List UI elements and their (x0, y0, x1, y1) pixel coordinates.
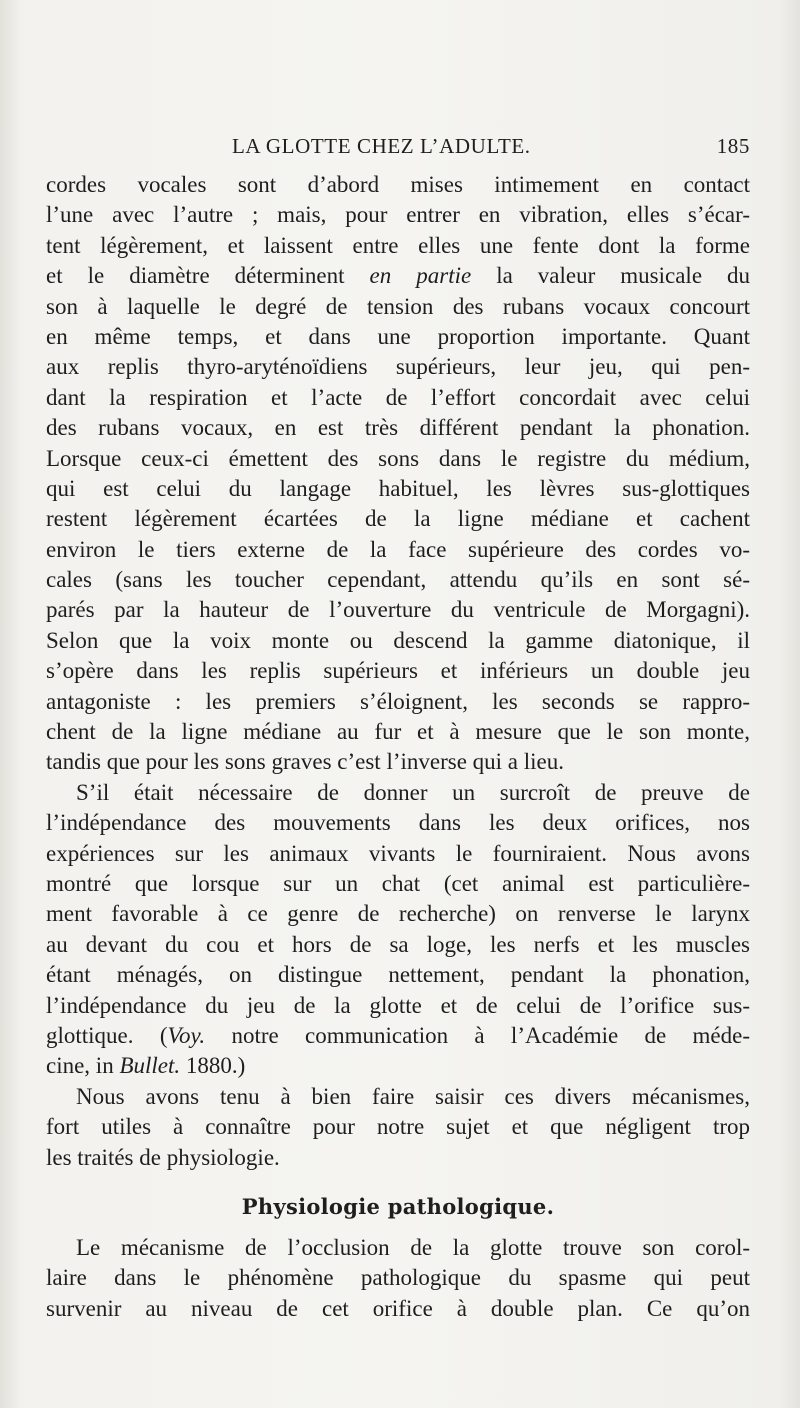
text-line: dant la respiration et l’acte de l’effort concordait avec celui (46, 384, 750, 410)
text-line: l’indépendance du jeu de la glotte et de celui de l’orifice sus- (46, 992, 750, 1018)
page-number: 185 (716, 134, 750, 158)
text-line-with-italic (46, 261, 750, 291)
text-line: ment favorable à ce genre de recherche) on renverse le larynx (46, 901, 750, 927)
text-line: survenir au niveau de cet orifice à double plan. Ce qu’on (46, 1295, 750, 1321)
text-line: cordes vocales sont d’abord mises intimement en contact (46, 172, 750, 197)
text-line: montré que lorsque sur un chat (cet animal est particulière- (46, 870, 750, 896)
running-head-title: LA GLOTTE CHEZ L’ADULTE. (232, 134, 531, 158)
text-line: étant ménagés, on distingue nettement, pendant la phonation, (46, 962, 750, 988)
section-spacer (46, 1173, 750, 1181)
text-line: Selon que la voix monte ou descend la gamme diatonique, il (46, 627, 750, 653)
text-line: S’il était nécessaire de donner un surcroît de preuve de (76, 779, 750, 805)
running-head (46, 134, 750, 160)
text-line: son à laquelle le degré de tension des rubans vocaux concourt (46, 293, 750, 319)
italic-abbreviation: Voy. (167, 1022, 206, 1048)
text-line: l’indépendance des mouvements dans les deux orifices, nos (46, 810, 750, 836)
text-line-with-italic (46, 1021, 750, 1051)
text-fragment: et le diamètre déterminent (46, 263, 345, 289)
text-line: des rubans vocaux, en est très différent pendant la phonation. (46, 415, 750, 441)
text-fragment: cine, in (46, 1053, 120, 1079)
text-line: en même temps, et dans une proportion importante. Quant (46, 323, 750, 349)
text-line: antagoniste : les premiers s’éloignent, les seconds se rappro- (46, 688, 750, 714)
body-text (46, 170, 750, 1324)
text-line: Le mécanisme de l’occlusion de la glotte trouve son corol- (76, 1234, 750, 1260)
italic-phrase: en partie (369, 263, 472, 289)
text-line: cales (sans les toucher cependant, attendu qu’ils en sont sé- (46, 567, 750, 593)
text-line: laire dans le phénomène pathologique du spasme qui peut (46, 1265, 750, 1291)
text-line: qui est celui du langage habituel, les lèvres sus-glottiques (46, 475, 750, 501)
text-line: restent légèrement écartées de la ligne médiane et cachent (46, 506, 750, 532)
text-fragment: 1880.) (180, 1053, 246, 1079)
paragraph-1 (46, 170, 750, 778)
text-fragment: notre communication à l’Académie de méde- (205, 1022, 750, 1048)
paragraph-3 (46, 1082, 750, 1173)
text-line: environ le tiers externe de la face supérieure des cordes vo- (46, 536, 750, 562)
paragraph-4 (46, 1233, 750, 1324)
text-line: expériences sur les animaux vivants le fourniraient. Nous avons (46, 840, 750, 866)
section-heading: Physiologie pathologique. (241, 1193, 555, 1219)
text-line: parés par la hauteur de l’ouverture du ventricule de Morgagni). (46, 597, 750, 623)
text-line: l’une avec l’autre ; mais, pour entrer en vibration, elles s’écar- (46, 202, 750, 228)
text-line: les traités de physiologie. (46, 1144, 280, 1170)
text-line: Lorsque ceux-ci émettent des sons dans le registre du médium, (46, 445, 750, 471)
text-line-with-italic (46, 1051, 750, 1081)
text-line: aux replis thyro-aryténoïdiens supérieurs, leur jeu, qui pen- (46, 354, 750, 380)
text-line: s’opère dans les replis supérieurs et inférieurs un double jeu (46, 658, 750, 684)
paragraph-2 (46, 778, 750, 1082)
text-line: au devant du cou et hors de sa loge, les nerfs et les muscles (46, 931, 750, 957)
text-fragment: glottique. ( (46, 1022, 168, 1048)
text-line: tent légèrement, et laissent entre elles une fente dont la forme (46, 232, 750, 258)
italic-abbreviation: Bullet. (119, 1053, 181, 1079)
text-line: Nous avons tenu à bien faire saisir ces divers mécanismes, (76, 1083, 750, 1109)
text-line: fort utiles à connaître pour notre sujet et que négligent trop (46, 1114, 750, 1140)
text-fragment: la valeur musicale du (496, 263, 750, 289)
text-line: chent de la ligne médiane au fur et à mesure que le son monte, (46, 719, 750, 745)
text-line: tandis que pour les sons graves c’est l’inverse qui a lieu. (46, 749, 565, 775)
